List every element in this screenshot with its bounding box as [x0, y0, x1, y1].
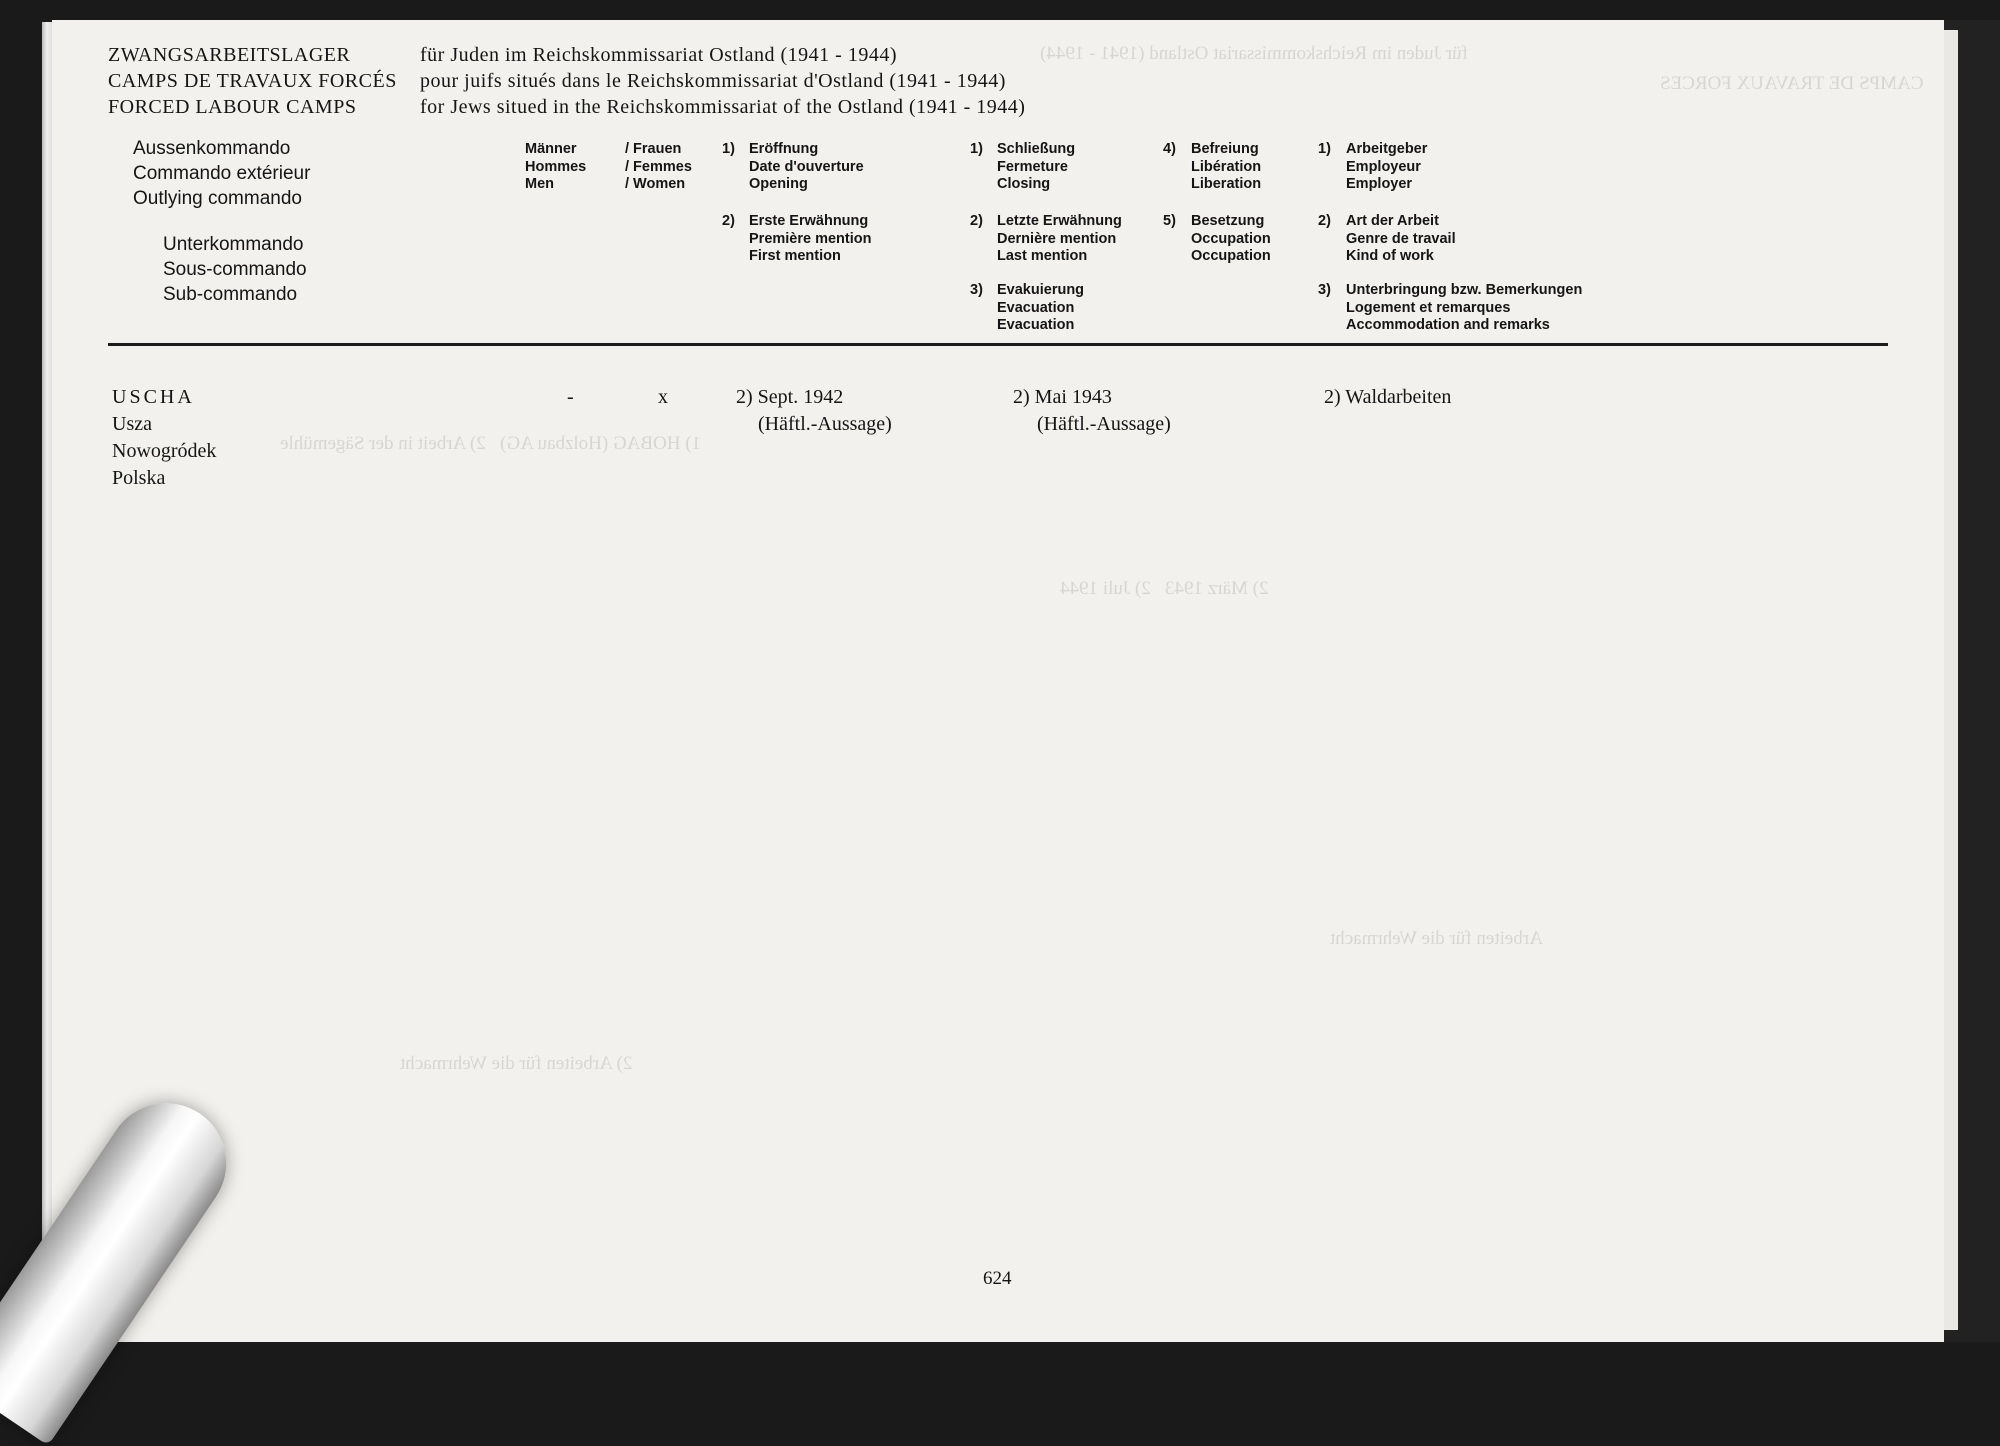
- legend-last-mention: Letzte Erwähnung Dernière mention Last mention: [997, 213, 1122, 264]
- legend-col1a-number: 1): [722, 141, 735, 157]
- legend-evacuation: Evakuierung Evacuation Evacuation: [997, 282, 1085, 333]
- legend-col4b-number: 2): [1318, 213, 1331, 229]
- legend-liberation: Befreiung Libération Liberation: [1191, 141, 1262, 192]
- entry-place-name: USCHA: [112, 386, 195, 408]
- entry-place-local: Usza: [112, 413, 152, 435]
- legend-kind-of-work: Art der Arbeit Genre de travail Kind of work: [1346, 213, 1456, 264]
- legend-col1b-number: 2): [722, 213, 735, 229]
- legend-col4a-number: 1): [1318, 141, 1331, 157]
- page-edge-right: [1944, 30, 1958, 1330]
- legend-occupation: Besetzung Occupation Occupation: [1191, 213, 1271, 264]
- legend-col2c-number: 3): [970, 282, 983, 298]
- title-fr: CAMPS DE TRAVAUX FORCÉS: [108, 70, 397, 92]
- entry-kind-of-work: 2) Waldarbeiten: [1324, 386, 1452, 408]
- subtitle-en: for Jews situed in the Reichskommissariat of the Ostland (1941 - 1944): [420, 96, 1026, 118]
- subtitle-fr: pour juifs situés dans le Reichskommissariat d'Ostland (1941 - 1944): [420, 70, 1006, 92]
- legend-closing: Schließung Fermeture Closing: [997, 141, 1076, 192]
- legend-col2b-number: 2): [970, 213, 983, 229]
- entry-place: [112, 384, 216, 492]
- legend-first-mention: Erste Erwähnung Première mention First mention: [749, 213, 872, 264]
- entry-place-country: Polska: [112, 467, 166, 489]
- legend-men: Männer Hommes Men: [525, 141, 587, 192]
- entry-men-women: -: [567, 386, 574, 408]
- title-de: ZWANGSARBEITSLAGER: [108, 44, 351, 66]
- legend-accommodation: Unterbringung bzw. Bemerkungen Logement et remarques Accommodation and remarks: [1346, 282, 1583, 333]
- legend-col3a-number: 4): [1163, 141, 1176, 157]
- header-divider-rule: [108, 343, 1888, 346]
- legend-col3b-number: 5): [1163, 213, 1176, 229]
- title-en: FORCED LABOUR CAMPS: [108, 96, 357, 118]
- legend-col4c-number: 3): [1318, 282, 1331, 298]
- title-block: [108, 42, 397, 120]
- subtitle-de: für Juden im Reichskommissariat Ostland (1941 - 1944): [420, 44, 897, 66]
- legend-women: / Frauen / Femmes / Women: [625, 141, 692, 192]
- legend-col2a-number: 1): [970, 141, 983, 157]
- entry-x-mark: x: [658, 386, 668, 408]
- subtitle-block: [420, 42, 1025, 120]
- page-number: 624: [983, 1268, 1012, 1289]
- entry-last-mention: 2) Mai 1943 (Häftl.-Aussage): [1013, 386, 1171, 435]
- entry-first-mention: 2) Sept. 1942 (Häftl.-Aussage): [736, 386, 892, 435]
- legend-aussenkommando: Aussenkommando Commando extérieur Outlying commando: [133, 138, 311, 209]
- entry-place-district: Nowogródek: [112, 440, 217, 462]
- legend-opening: Eröffnung Date d'ouverture Opening: [749, 141, 864, 192]
- legend-employer: Arbeitgeber Employeur Employer: [1346, 141, 1428, 192]
- legend-unterkommando: Unterkommando Sous-commando Sub-commando: [163, 234, 307, 305]
